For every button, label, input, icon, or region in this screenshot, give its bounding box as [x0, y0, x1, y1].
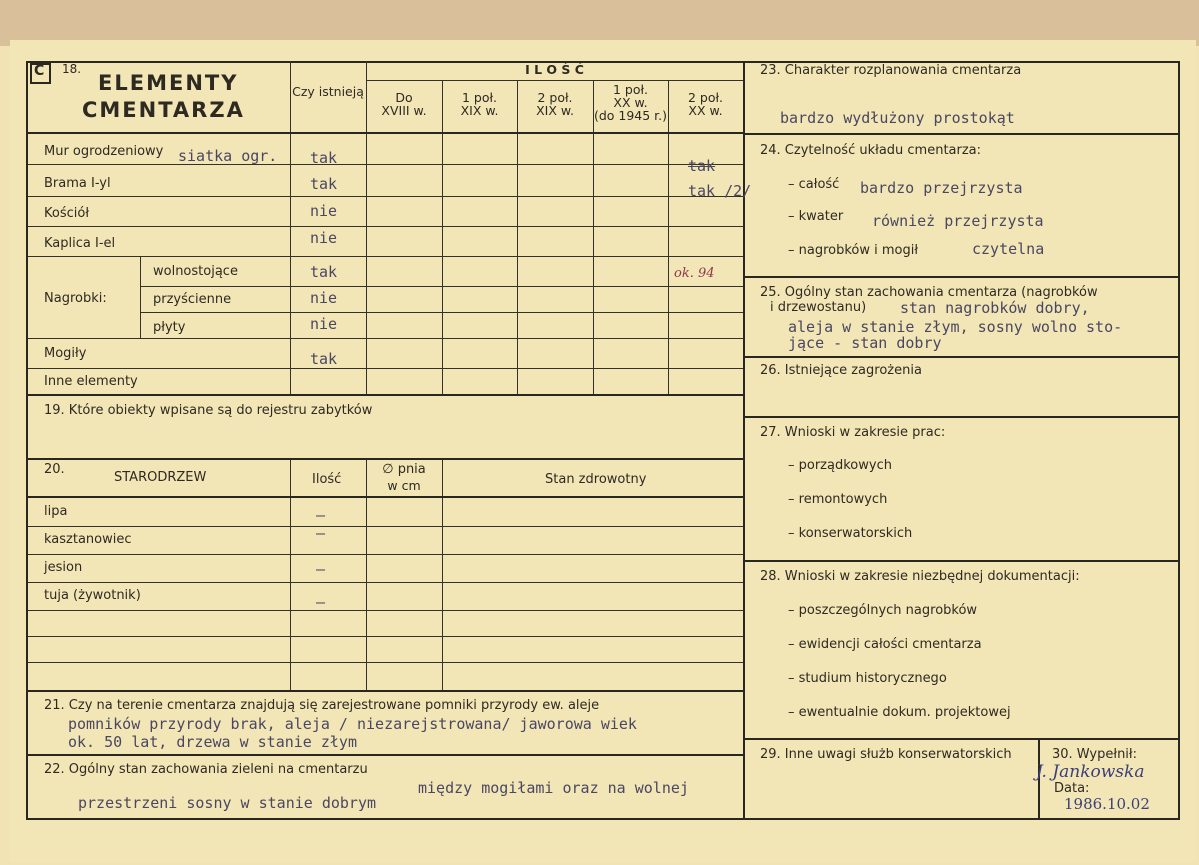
s23-label: 23. Charakter rozplanowania cmentarza [760, 63, 1022, 78]
period-header-1-line-2: XVIII w. [381, 103, 427, 118]
period-header-4 [593, 83, 668, 122]
s20-number: 20. [44, 462, 65, 477]
s25-answer-1: stan nagrobków dobry, [900, 299, 1090, 317]
section-c-letter: C [34, 63, 45, 79]
s28-item-3: – studium historycznego [788, 671, 947, 686]
row-kaplica-exists: nie [310, 229, 338, 247]
ilosc-header: I L O Ś Ć [525, 62, 584, 77]
tree-lipa-qty: – [316, 506, 326, 524]
s27-label: 27. Wnioski w zakresie prac: [760, 425, 946, 440]
tree-tuja-qty: – [316, 593, 326, 611]
s18-title-2: CMENTARZA [82, 98, 245, 122]
row-brama-xx2: tak /2/ [688, 182, 752, 200]
s25-answer-3: jące - stan dobry [788, 334, 942, 352]
s24-item-2-value: również przejrzysta [872, 212, 1044, 230]
row-mogily-exists: tak [310, 350, 338, 368]
s18-number: 18. [62, 62, 82, 76]
row-wolnostojace-xx1: ok. 94 [674, 266, 715, 281]
period-header-5 [668, 91, 743, 117]
row-inne-label: Inne elementy [44, 374, 138, 389]
s28-item-2: – ewidencji całości cmentarza [788, 637, 982, 652]
s25-label-1: 25. Ogólny stan zachowania cmentarza (nagrobków [760, 285, 1098, 300]
s24-item-1-label: – całość [788, 177, 840, 192]
period-header-3-line-2: XIX w. [536, 103, 574, 118]
row-kaplica-label: Kaplica I-el [44, 236, 116, 251]
row-wolnostojace-label: wolnostojące [153, 264, 238, 279]
s20-pnia-1: ∅ pnia [382, 462, 426, 477]
s27-item-1: – porządkowych [788, 458, 892, 473]
s24-item-1-value: bardzo przejrzysta [860, 179, 1023, 197]
row-przyscienne-exists: nie [310, 289, 338, 307]
row-mogily-label: Mogiły [44, 346, 87, 361]
period-header-2-line-1: 1 poł. [461, 90, 498, 105]
s25-answer-2: aleja w stanie złym, sosny wolno sto- [788, 318, 1123, 336]
s21-label: 21. Czy na terenie cmentarza znajdują się zarejestrowane pomniki przyrody ew. aleje [44, 698, 600, 713]
row-mur-exists: tak [310, 149, 338, 167]
period-header-3-line-1: 2 poł. [537, 90, 573, 105]
period-header-5-line-1: 2 poł. [687, 90, 724, 105]
s28-item-1: – poszczególnych nagrobków [788, 603, 978, 618]
s28-label: 28. Wnioski w zakresie niezbędnej dokumentacji: [760, 569, 1080, 584]
period-header-4-line-2: XX w. [613, 95, 648, 110]
row-mur-label: Mur ogrodzeniowy [44, 144, 164, 159]
s27-item-3: – konserwatorskich [788, 526, 913, 541]
s27-item-2: – remontowych [788, 492, 888, 507]
s22-answer-1: między mogiłami oraz na wolnej [418, 779, 689, 797]
period-header-3 [517, 91, 593, 117]
s19-label: 19. Które obiekty wpisane są do rejestru zabytków [44, 403, 373, 418]
tree-jesion: jesion [44, 560, 83, 575]
s26-label: 26. Istniejące zagrożenia [760, 363, 922, 378]
s22-label: 22. Ogólny stan zachowania zieleni na cmentarzu [44, 762, 368, 777]
s20-ilosc: Ilość [312, 472, 342, 487]
row-wolnostojace-exists: tak [310, 263, 338, 281]
s22-answer-2: przestrzeni sosny w stanie dobrym [78, 794, 377, 812]
s20-pnia-2: w cm [387, 478, 421, 493]
row-mur-note: siatka ogr. [178, 147, 278, 165]
s30-date: 1986.10.02 [1064, 795, 1150, 813]
period-header-1 [366, 91, 442, 117]
row-kosciol-exists: nie [310, 202, 338, 220]
s24-item-3-value: czytelna [972, 240, 1045, 258]
s24-item-3-label: – nagrobków i mogił [788, 243, 919, 258]
tree-jesion-qty: – [316, 560, 326, 578]
row-brama-label: Brama I-yl [44, 176, 111, 191]
s24-item-2-label: – kwater [788, 209, 844, 224]
s28-item-4: – ewentualnie dokum. projektowej [788, 705, 1011, 720]
row-mur-xx2: tak [688, 157, 716, 175]
row-plyty-exists: nie [310, 315, 338, 333]
tree-tuja: tuja (żywotnik) [44, 588, 141, 603]
s18-title-1: ELEMENTY [98, 71, 239, 95]
row-przyscienne-label: przyścienne [153, 292, 232, 307]
s30-signature: J. Jankowska [1036, 762, 1145, 782]
s21-answer-1: pomników przyrody brak, aleja / niezarejstrowana/ jaworowa wiek [68, 715, 637, 733]
czy-istnieja-header: Czy istnieją [292, 84, 364, 99]
row-kosciol-label: Kościół [44, 206, 90, 221]
s29-label: 29. Inne uwagi służb konserwatorskich [760, 747, 1012, 762]
period-header-4-line-3: (do 1945 r.) [593, 108, 668, 123]
period-header-1-line-1: Do [395, 90, 413, 105]
s25-label-2: i drzewostanu) [770, 300, 867, 315]
form-card [10, 40, 1196, 862]
s21-answer-2: ok. 50 lat, drzewa w stanie złym [68, 733, 357, 751]
period-header-2 [442, 91, 517, 117]
nagrobki-label: Nagrobki: [44, 291, 107, 306]
tree-lipa: lipa [44, 504, 68, 519]
period-header-5-line-2: XX w. [688, 103, 723, 118]
period-header-2-line-2: XIX w. [460, 103, 499, 118]
tree-kasztanowiec-qty: – [316, 524, 326, 542]
period-header-4-line-1: 1 poł. [612, 82, 649, 97]
s24-label: 24. Czytelność układu cmentarza: [760, 143, 982, 158]
row-plyty-label: płyty [153, 320, 186, 335]
tree-kasztanowiec: kasztanowiec [44, 532, 132, 547]
s20-stan: Stan zdrowotny [545, 472, 647, 487]
row-brama-exists: tak [310, 175, 338, 193]
s20-title: STARODRZEW [114, 470, 207, 485]
s23-answer: bardzo wydłużony prostokąt [780, 109, 1015, 127]
s30-data-label: Data: [1054, 781, 1090, 796]
s30-label: 30. Wypełnił: [1052, 747, 1137, 762]
